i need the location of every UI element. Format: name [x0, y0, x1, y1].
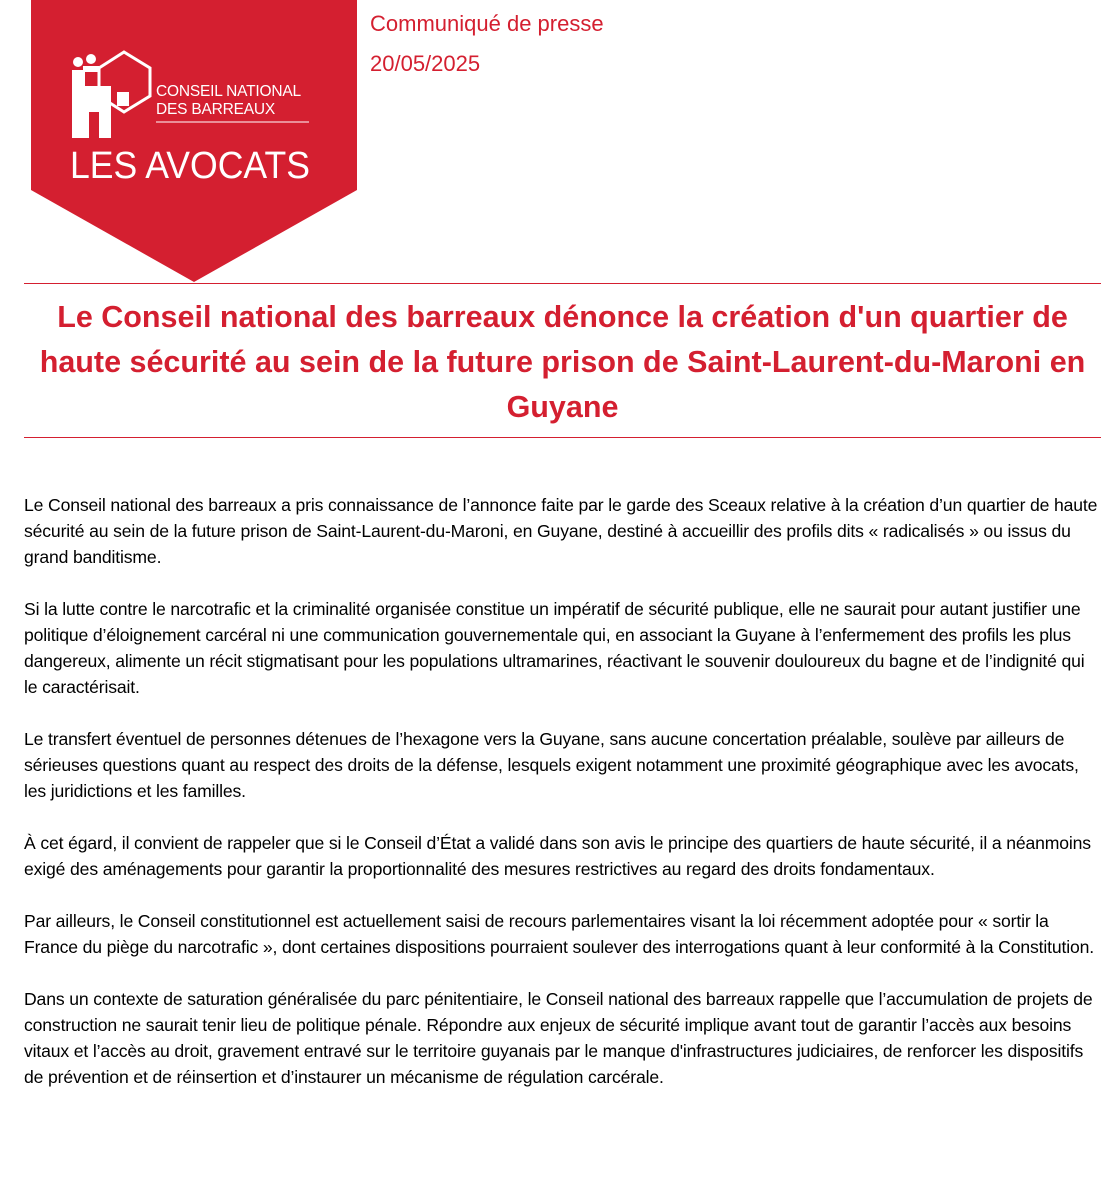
title-divider-bottom [24, 437, 1101, 438]
logo-line2: DES BARREAUX [156, 101, 276, 118]
title-divider-top [24, 283, 1101, 284]
paragraph: Le transfert éventuel de personnes détenues de l’hexagone vers la Guyane, sans aucune concertation préalable, soulève par ailleurs de sérieuses questions quant au respect des droits de la défense, lesquels exigent notamment une proximité géographique avec les avocats, les juridictions et les familles. [24, 729, 1079, 801]
body-text [24, 492, 1101, 1116]
cnb-logo [31, 0, 357, 282]
page-title: Le Conseil national des barreaux dénonce la création d'un quartier de haute sécurité au sein de la future prison de Saint-Laurent-du-Maroni en Guyane [39, 300, 1086, 424]
logo-line1: CONSEIL NATIONAL [156, 83, 301, 100]
press-release-header [370, 4, 604, 84]
logo-shield [31, 0, 357, 282]
document-type: Communiqué de presse [370, 11, 604, 36]
paragraph: Dans un contexte de saturation généralisée du parc pénitentiaire, le Conseil national des barreaux rappelle que l’accumulation de projets de construction ne saurait tenir lieu de politique pénale. Répondre aux enjeux de sécurité implique avant tout de garantir l’accès aux besoins vitaux et l’accès au droit, gravement entravé sur le territoire guyanais par le manque d'infrastructures judiciaires, de renforcer les dispositifs de prévention et de réinsertion et d’instaurer un mécanisme de régulation carcérale. [24, 989, 1093, 1087]
paragraph: Par ailleurs, le Conseil constitutionnel est actuellement saisi de recours parlementaires visant la loi récemment adoptée pour « sortir la France du piège du narcotrafic », dont certaines dispositions pourraient soulever des interrogations quant à leur conformité à la Constitution. [24, 911, 1094, 957]
paragraph: Le Conseil national des barreaux a pris connaissance de l’annonce faite par le garde des Sceaux relative à la création d’un quartier de haute sécurité au sein de la future prison de Saint-Laurent-du-Maroni, en Guyane, destiné à accueillir des profils dits « radicalisés » ou issus du grand banditisme. [24, 495, 1098, 567]
paragraph: Si la lutte contre le narcotrafic et la criminalité organisée constitue un impératif de sécurité publique, elle ne saurait pour autant justifier une politique d’éloignement carcéral ni une communication gouvernementale qui, en associant la Guyane à l’enfermement des profils les plus dangereux, alimente un récit stigmatisant pour les populations ultramarines, réactivant le souvenir douloureux du bagne et de l’indignité qui le caractérisait. [24, 599, 1085, 697]
release-date: 20/05/2025 [370, 51, 481, 76]
paragraph: À cet égard, il convient de rappeler que si le Conseil d’État a validé dans son avis le principe des quartiers de haute sécurité, il a néanmoins exigé des aménagements pour garantir la proportionnalité des mesures restrictives au regard des droits fondamentaux. [24, 833, 1091, 879]
logo-brand: LES AVOCATS [70, 145, 310, 187]
